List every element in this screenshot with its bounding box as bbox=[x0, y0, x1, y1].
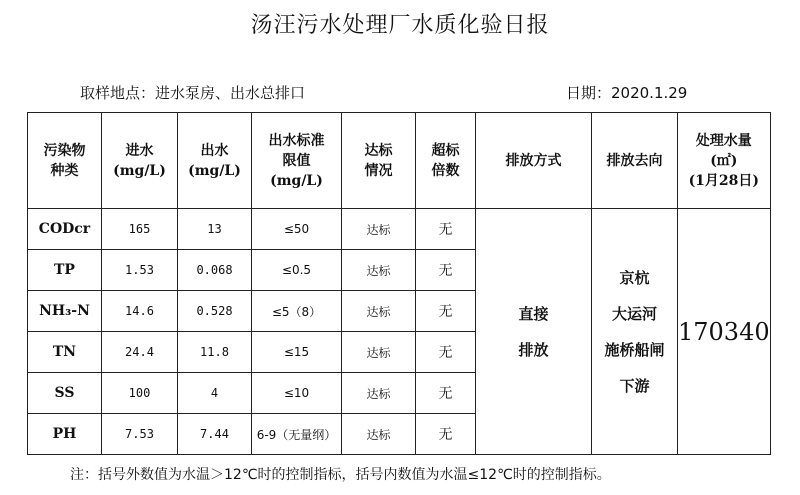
pollutant-cell: TN bbox=[28, 332, 102, 373]
status-cell: 达标 bbox=[342, 209, 416, 250]
discharge-method-cell: 直接 排放 bbox=[476, 209, 592, 455]
report-date: 日期：2020.1.29 bbox=[566, 84, 688, 102]
table-header-row bbox=[28, 113, 771, 209]
status-cell: 达标 bbox=[342, 414, 416, 455]
exceed-cell: 无 bbox=[416, 209, 476, 250]
pollutant-cell: PH bbox=[28, 414, 102, 455]
standard-cell: ≤15 bbox=[252, 332, 342, 373]
standard-cell: ≤10 bbox=[252, 373, 342, 414]
exceed-cell: 无 bbox=[416, 373, 476, 414]
status-cell: 达标 bbox=[342, 332, 416, 373]
footnote: 注：括号外数值为水温＞12℃时的控制指标，括号内数值为水温≤12℃时的控制指标。 bbox=[70, 467, 611, 483]
outflow-cell: 0.528 bbox=[178, 291, 252, 332]
header-standard: 出水标准 限值 (mg/L) bbox=[252, 113, 342, 209]
exceed-cell: 无 bbox=[416, 414, 476, 455]
pollutant-cell: CODcr bbox=[28, 209, 102, 250]
standard-cell: ≤50 bbox=[252, 209, 342, 250]
report-title: 汤汪污水处理厂水质化验日报 bbox=[250, 13, 550, 38]
exceed-cell: 无 bbox=[416, 250, 476, 291]
standard-cell: ≤5（8） bbox=[252, 291, 342, 332]
discharge-direction-cell: 京杭 大运河 施桥船闸 下游 bbox=[592, 209, 678, 455]
header-exceed: 超标 倍数 bbox=[416, 113, 476, 209]
volume-cell: 170340 bbox=[678, 209, 771, 455]
header-outflow: 出水 (mg/L) bbox=[178, 113, 252, 209]
pollutant-cell: TP bbox=[28, 250, 102, 291]
outflow-cell: 4 bbox=[178, 373, 252, 414]
exceed-cell: 无 bbox=[416, 332, 476, 373]
water-quality-table bbox=[27, 112, 771, 455]
header-discharge-method: 排放方式 bbox=[476, 113, 592, 209]
header-status: 达标 情况 bbox=[342, 113, 416, 209]
outflow-cell: 7.44 bbox=[178, 414, 252, 455]
inflow-cell: 100 bbox=[102, 373, 178, 414]
outflow-cell: 11.8 bbox=[178, 332, 252, 373]
outflow-cell: 13 bbox=[178, 209, 252, 250]
pollutant-cell: SS bbox=[28, 373, 102, 414]
standard-cell: 6-9（无量纲） bbox=[252, 414, 342, 455]
status-cell: 达标 bbox=[342, 373, 416, 414]
outflow-cell: 0.068 bbox=[178, 250, 252, 291]
inflow-cell: 165 bbox=[102, 209, 178, 250]
pollutant-cell: NH₃-N bbox=[28, 291, 102, 332]
status-cell: 达标 bbox=[342, 291, 416, 332]
header-volume: 处理水量 (㎡) (1月28日) bbox=[678, 113, 771, 209]
standard-cell: ≤0.5 bbox=[252, 250, 342, 291]
inflow-cell: 14.6 bbox=[102, 291, 178, 332]
inflow-cell: 7.53 bbox=[102, 414, 178, 455]
sampling-location: 取样地点：进水泵房、出水总排口 bbox=[80, 84, 306, 102]
header-pollutant: 污染物 种类 bbox=[28, 113, 102, 209]
exceed-cell: 无 bbox=[416, 291, 476, 332]
status-cell: 达标 bbox=[342, 250, 416, 291]
table-row bbox=[28, 209, 771, 250]
inflow-cell: 24.4 bbox=[102, 332, 178, 373]
header-discharge-direction: 排放去向 bbox=[592, 113, 678, 209]
header-inflow: 进水 (mg/L) bbox=[102, 113, 178, 209]
inflow-cell: 1.53 bbox=[102, 250, 178, 291]
